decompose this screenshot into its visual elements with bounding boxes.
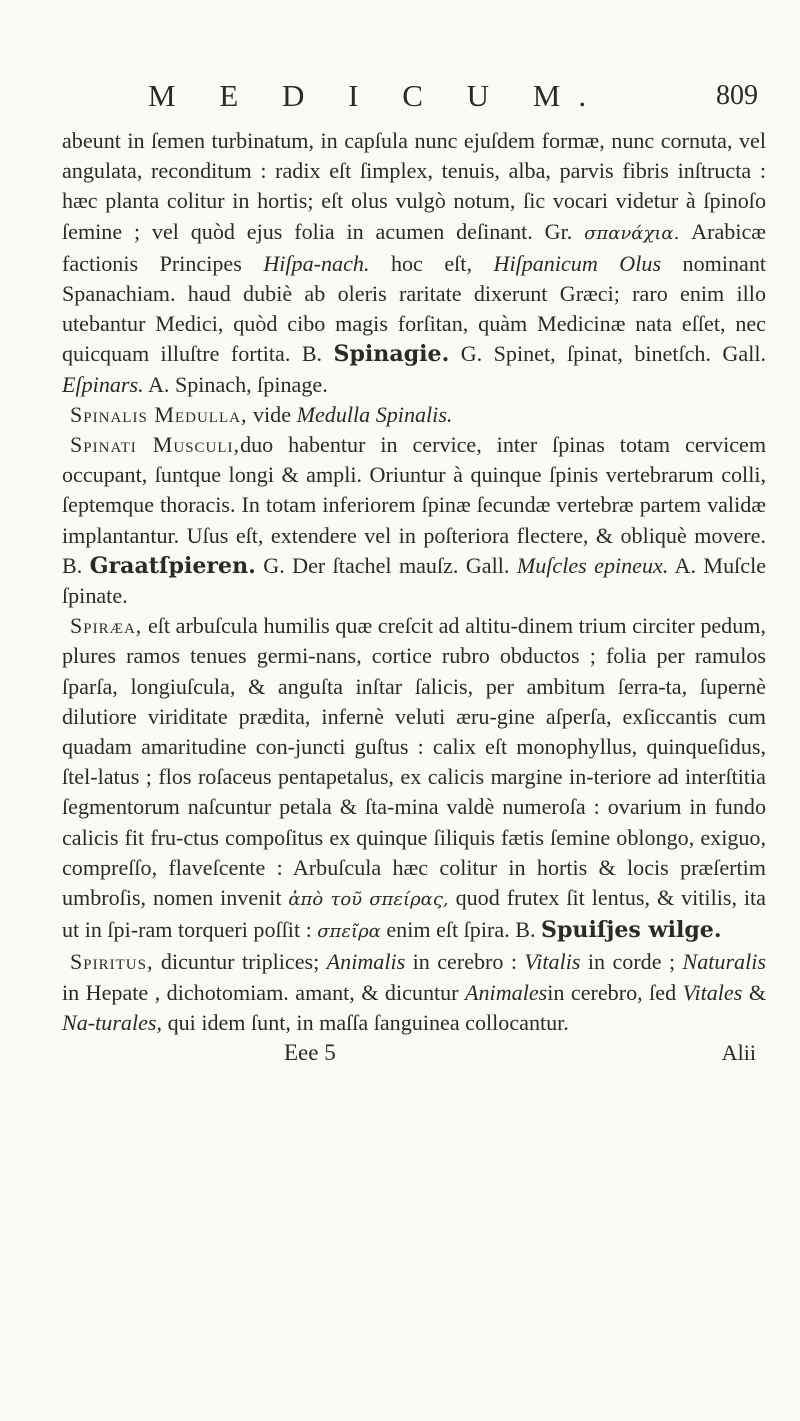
text-run: duo habentur in cervice, inter ſpinas totam cervicem occupant, ſuntque longi & ampli. Oriuntur à quinque ſpinis vertebrarum colli, ſeptemque thoracis. In totam inferiorem ſpinæ ſecundæ vertebræ partem validæ implantantur. Uſus eſt, extendere vel in poſteriora flectere, & obliquè movere. B. xyxy=(62,432,766,578)
page-footer xyxy=(62,1038,766,1068)
greek-term: ἀπὸ τοῦ σπείρας, xyxy=(288,889,449,911)
italic-term: Muſcles epineux. xyxy=(516,552,669,578)
entry-headword: Spinalis Medulla, xyxy=(70,401,248,427)
body-text xyxy=(62,126,766,1038)
text-run: abeunt in ſemen turbinatum, in capſula nunc ejuſdem formæ, nunc cornuta, vel angulata, reconditum : radix eſt ſimplex, tenuis, alba, parvis fibris inſtructa : hæc planta colitur in hortis; eſt olus vulgò notum, ſic vocari videtur à ſpinoſo ſemine ; vel quòd ejus folia in acumen deſinant. Gr. xyxy=(62,128,766,244)
italic-term: Eſpinars. xyxy=(62,371,144,397)
running-head-title: M E D I C U M. xyxy=(148,78,605,113)
text-run: eſt arbuſcula humilis quæ creſcit ad altitu-dinem trium circiter pedum, plures ramos tenues germi-nans, cortice rubro obductos ; folia per ramulos ſparſa, longiuſcula, & anguſta inſtar ſalicis, per ambitum ſerra-ta, ſupernè dilutiore viriditate prædita, infernè veluti æru-gine aſperſa, exſiccantis cum quadam amaritudine con-juncti guſtus : calix eſt monophyllus, quinqueſidus, ſtel-latus ; flos roſaceus pentapetalus, ex calicis margine in-teriore ad interſtitia ſegmentorum naſcuntur petala & ſta-mina valdè numeroſa : ovarium in fundo calicis fit fru-ctus compoſitus ex quinque ſiliquis fætis ſemine oblongo, exiguo, compreſſo, flaveſcente : Arbuſcula hæc colitur in hortis & locis præſertim umbroſis, nomen invenit xyxy=(62,613,766,911)
cross-reference: Medulla Spinalis. xyxy=(296,401,453,427)
entry-spinacia-continued xyxy=(62,126,766,400)
entry-spiraea xyxy=(62,611,766,947)
text-run: dicuntur triplices; xyxy=(153,949,327,975)
entry-spiritus xyxy=(62,947,766,1038)
text-run: enim eſt ſpira. B. xyxy=(380,917,541,943)
blackletter-term: Graatſpieren. xyxy=(89,552,256,579)
text-run: in cerebro : xyxy=(405,949,525,975)
text-run: vide xyxy=(247,401,297,427)
entry-spinati-musculi xyxy=(62,430,766,611)
italic-term: Hiſpa-nach. xyxy=(263,250,370,276)
signature-mark: Eee 5 xyxy=(284,1040,336,1066)
text-run: in cerebro, ſed xyxy=(547,979,683,1005)
blackletter-term: Spuiſjes wilge. xyxy=(541,917,722,944)
text-run: Arabicæ factionis Principes xyxy=(62,218,766,276)
greek-term: σπανάχια. xyxy=(584,222,680,244)
italic-term: Vitalis xyxy=(524,949,581,975)
text-run: nominant Spanachiam. haud dubiè ab oleris raritate dixerunt Græci; raro enim illo utebantur Medici, quòd cibo magis forſitan, quàm Medicinæ nata eſſet, nec quicquam illuſtre fortita. B. xyxy=(62,250,767,367)
italic-term: Animalis xyxy=(326,949,406,975)
entry-headword: Spiritus, xyxy=(70,949,154,975)
text-run: G. Der ſtachel mauſz. Gall. xyxy=(255,552,517,578)
entry-headword: Spiræa, xyxy=(70,613,143,639)
text-run: in corde ; xyxy=(580,949,683,975)
catchword: Alii xyxy=(721,1040,756,1066)
text-run: G. Spinet, ſpinat, binetſch. Gall. xyxy=(449,341,766,367)
text-run: in Hepate , dichotomiam. amant, & dicuntur xyxy=(62,979,466,1005)
text-run: quod frutex ſit lentus, & vitilis, ita ut in ſpi-ram torqueri poſſit : xyxy=(62,885,766,943)
running-head xyxy=(62,78,766,122)
text-run: , qui idem ſunt, in maſſa ſanguinea collocantur. xyxy=(156,1009,569,1035)
text-run: hoc eſt, xyxy=(369,250,494,276)
greek-term: σπεῖρα xyxy=(317,921,381,943)
entry-headword: Spinati Musculi, xyxy=(70,432,241,458)
italic-term: Animales xyxy=(465,979,548,1005)
italic-term: Hiſpanicum Olus xyxy=(493,250,662,276)
italic-term: Vitales xyxy=(682,979,743,1005)
text-run: & xyxy=(742,979,767,1005)
italic-term: Naturalis xyxy=(682,949,766,975)
text-run: A. Spinach, ſpinage. xyxy=(143,371,328,397)
text-run: A. Muſcle ſpinate. xyxy=(62,552,767,609)
entry-spinalis-medulla xyxy=(62,400,766,430)
italic-term: Na-turales xyxy=(62,1009,157,1035)
page-number: 809 xyxy=(716,80,758,111)
blackletter-term: Spinagie. xyxy=(333,341,450,368)
